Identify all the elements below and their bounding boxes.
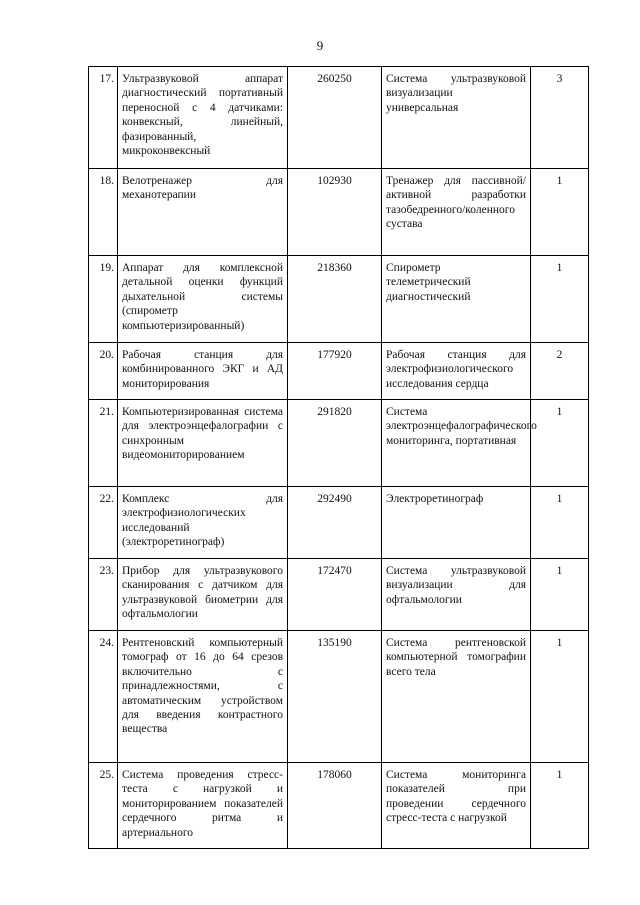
equipment-type: Система электроэнцефалографического мониторинга, портативная	[382, 400, 531, 487]
equipment-name: Рабочая станция для комбинированного ЭКГ и АД мониторирования	[118, 343, 288, 400]
equipment-quantity: 3	[531, 67, 589, 169]
table-row	[89, 559, 589, 631]
equipment-quantity: 1	[531, 631, 589, 763]
equipment-quantity: 1	[531, 169, 589, 256]
equipment-quantity: 1	[531, 763, 589, 849]
table-row	[89, 169, 589, 256]
equipment-name: Велотренажер для механотерапии	[118, 169, 288, 256]
equipment-quantity: 1	[531, 400, 589, 487]
equipment-type: Электроретинограф	[382, 487, 531, 559]
equipment-code: 172470	[288, 559, 382, 631]
equipment-type: Спирометр телеметрический диагностический	[382, 256, 531, 343]
row-number: 23.	[89, 559, 118, 631]
equipment-code: 218360	[288, 256, 382, 343]
equipment-name: Аппарат для комплексной детальной оценки функций дыхательной системы (спирометр компьютеризированный)	[118, 256, 288, 343]
table-row	[89, 763, 589, 849]
equipment-code: 177920	[288, 343, 382, 400]
equipment-code: 178060	[288, 763, 382, 849]
row-number: 18.	[89, 169, 118, 256]
equipment-name: Ультразвуковой аппарат диагностический портативный переносной с 4 датчиками: конвексный, линейный, фазированный, микроконвексный	[118, 67, 288, 169]
row-number: 22.	[89, 487, 118, 559]
row-number: 25.	[89, 763, 118, 849]
equipment-quantity: 1	[531, 559, 589, 631]
table-row	[89, 67, 589, 169]
equipment-code: 102930	[288, 169, 382, 256]
equipment-code: 135190	[288, 631, 382, 763]
equipment-type: Система мониторинга показателей при проведении сердечного стресс-теста с нагрузкой	[382, 763, 531, 849]
row-number: 19.	[89, 256, 118, 343]
equipment-type: Система ультразвуковой визуализации универсальная	[382, 67, 531, 169]
table-row	[89, 400, 589, 487]
equipment-name: Комплекс для электрофизиологических исследований (электроретинограф)	[118, 487, 288, 559]
page-number: 9	[316, 38, 324, 53]
equipment-type: Система ультразвуковой визуализации для офтальмологии	[382, 559, 531, 631]
row-number: 24.	[89, 631, 118, 763]
equipment-name: Компьютеризированная система для электроэнцефалографии с синхронным видеомониторированием	[118, 400, 288, 487]
equipment-type: Рабочая станция для электрофизиологического исследования сердца	[382, 343, 531, 400]
table-row	[89, 631, 589, 763]
equipment-quantity: 1	[531, 256, 589, 343]
equipment-name: Прибор для ультразвукового сканирования с датчиком для ультразвуковой биометрии для офтальмологии	[118, 559, 288, 631]
equipment-code: 260250	[288, 67, 382, 169]
equipment-type: Тренажер для пассивной/активной разработки тазобедренного/коленного сустава	[382, 169, 531, 256]
row-number: 21.	[89, 400, 118, 487]
row-number: 20.	[89, 343, 118, 400]
equipment-name: Система проведения стресс-теста с нагрузкой и мониторированием показателей сердечного ритма и артериального	[118, 763, 288, 849]
table-row	[89, 343, 589, 400]
equipment-type: Система рентгеновской компьютерной томографии всего тела	[382, 631, 531, 763]
row-number: 17.	[89, 67, 118, 169]
equipment-code: 292490	[288, 487, 382, 559]
equipment-code: 291820	[288, 400, 382, 487]
equipment-table	[88, 66, 589, 849]
table-row	[89, 256, 589, 343]
equipment-table-body	[89, 67, 589, 849]
table-row	[89, 487, 589, 559]
equipment-quantity: 1	[531, 487, 589, 559]
equipment-quantity: 2	[531, 343, 589, 400]
equipment-name: Рентгеновский компьютерный томограф от 16 до 64 срезов включительно с принадлежностями, с автоматическим устройством для введения контрастного вещества	[118, 631, 288, 763]
